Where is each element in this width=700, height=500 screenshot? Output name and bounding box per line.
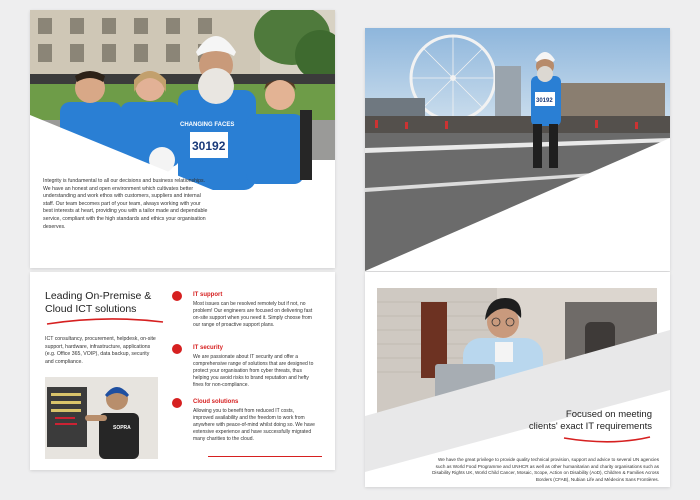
- race-bib-number: 30192: [192, 139, 226, 153]
- service-name: IT support: [193, 292, 223, 298]
- heading-line-2: Cloud ICT solutions: [45, 303, 137, 315]
- race-bib-number: 30192: [536, 98, 553, 104]
- red-bullet-icon: [172, 398, 182, 408]
- ict-solutions-heading: [45, 290, 175, 327]
- brochure-page-integrity: [30, 10, 335, 268]
- technician-server-photo: [45, 377, 158, 459]
- service-name: Cloud solutions: [193, 399, 239, 405]
- heading-line-1: Leading On-Premise &: [45, 290, 152, 302]
- shirt-logo-text: SOPRA: [113, 425, 131, 431]
- shirt-logo-text: CHANGING FACES: [180, 122, 235, 128]
- brochure-page-client-requirements: [365, 272, 670, 487]
- red-bullet-icon: [172, 344, 182, 354]
- service-description: Allowing you to benefit from reduced IT costs, improved availability and the freedom to work from anywhere with peace-of-mind whilst doing so. We have extensive experience and have successfully migrated many charities to the cloud.: [193, 408, 315, 442]
- service-description: Most issues can be resolved remotely but if not, no problem! Our engineers are focused on delivering fast on-site support when you need it. Simply choose from our range of proactive support plans.: [193, 301, 313, 328]
- clients-paragraph: We have the great privilege to provide quality technical provision, support and advice to several UN agencies such as World Food Programme and UNHCR as well as other humanitarian and charity organisations such as Disability Rights UK, World Child Cancer, Mosaic, Scope, Action on Disability (AoD), Children & Families Across Borders (CFAB), Nubian Life and Médecins Sans Frontières.: [432, 457, 659, 482]
- brochure-page-ict-solutions: [30, 272, 335, 470]
- client-requirements-heading: [502, 409, 652, 444]
- marathon-runner-photo: [365, 28, 670, 271]
- red-swoosh-decoration: [45, 317, 165, 327]
- integrity-paragraph: Integrity is fundamental to all our decisions and business relationships. We have an honest and open environment which cultivates better understanding and work ethos with customers, suppliers and internal staff. Our team becomes part of your team, always working with your best interests at heart, providing you with a tailor made and dependable service, compliant with the high standards and ethics your organisation deserves.: [43, 178, 208, 230]
- red-bullet-icon: [172, 291, 182, 301]
- red-divider-line: [208, 456, 322, 457]
- heading-line-2: clients' exact IT requirements: [528, 421, 652, 432]
- woman-laptop-photo: [365, 272, 670, 487]
- red-swoosh-decoration: [562, 434, 652, 444]
- heading-line-1: Focused on meeting: [565, 409, 652, 420]
- brochure-page-marathon: [365, 28, 670, 271]
- service-name: IT security: [193, 345, 224, 351]
- service-description: We are passionate about IT security and offer a comprehensive range of solutions that are designed to protect your organisation from cyber threats, thus helping you avoid risks to brand reputation and hefty fines for non-compliance.: [193, 354, 314, 388]
- ict-services-intro: ICT consultancy, procurement, helpdesk, on-site support, hardware, infrastructure, applications (e.g. Office 365, VOIP), data backup, security and compliance.: [45, 336, 156, 365]
